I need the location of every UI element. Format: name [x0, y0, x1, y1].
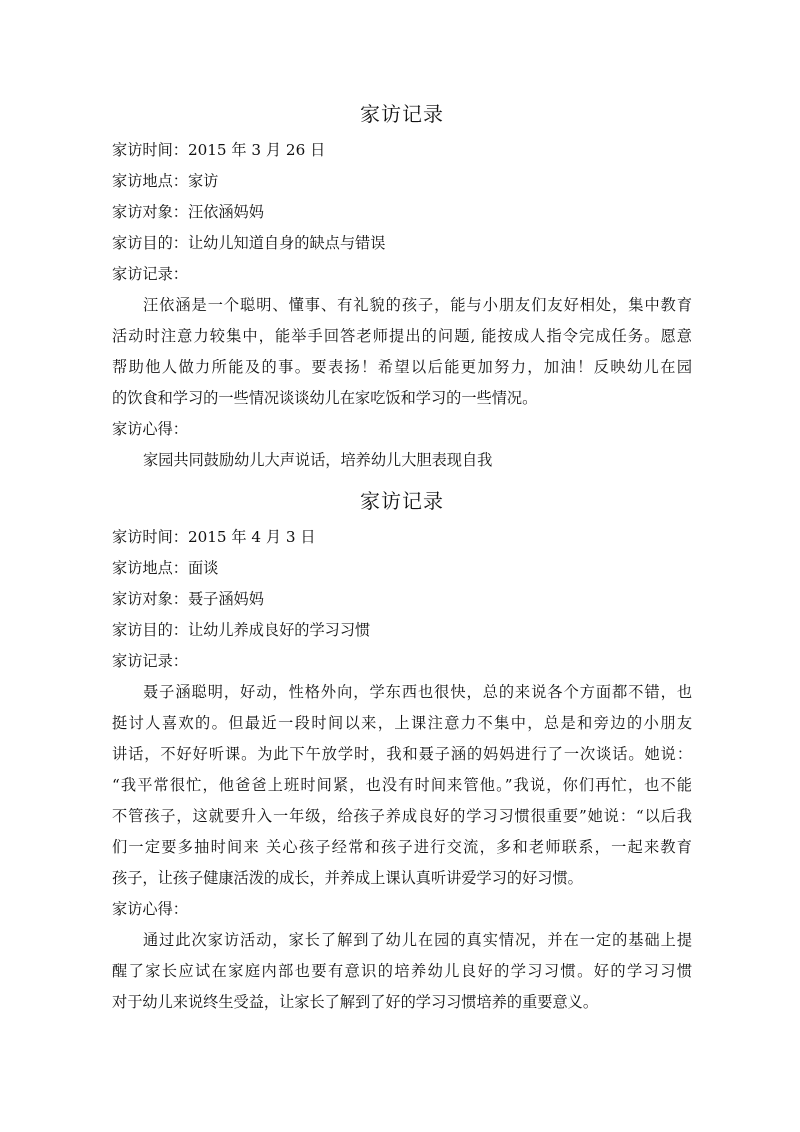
place-label: 家访地点：	[112, 172, 188, 190]
target-label: 家访对象：	[112, 590, 188, 608]
record-2-record-line: 讲话，不好好听课。为此下午放学时，我和聂子涵的妈妈进行了一次谈话。她说：	[112, 745, 692, 763]
record-1-time	[112, 139, 692, 161]
record-2-title: 家访记录	[360, 489, 444, 513]
record-2-record-line: 聂子涵聪明，好动，性格外向，学东西也很快，总的来说各个方面都不错，也	[143, 683, 692, 701]
time-value: 2015 年 4 月 3 日	[187, 528, 316, 546]
purpose-label: 家访目的：	[112, 234, 188, 252]
record-2-record-line: “我平常很忙，他爸爸上班时间紧，也没有时间来管他。”我说，你们再忙，也不能	[112, 776, 692, 794]
record-2-record-line: 们一定要多抽时间来 关心孩子经常和孩子进行交流，多和老师联系，一起来教育	[112, 838, 692, 856]
record-1-record-line: 活动时注意力较集中，能举手回答老师提出的问题, 能按成人指令完成任务。愿意	[112, 327, 692, 345]
place-label: 家访地点：	[112, 559, 188, 577]
record-1-place	[112, 170, 692, 192]
purpose-value: 让幼儿知道自身的缺点与错误	[187, 234, 386, 252]
record-2-record-line: 不管孩子，这就要升入一年级，给孩子养成良好的学习习惯很重要”她说：“以后我	[112, 807, 692, 825]
record-1-purpose	[112, 232, 692, 254]
record-1-reflection-line: 家园共同鼓励幼儿大声说话，培养幼儿大胆表现自我	[143, 451, 493, 469]
record-2-reflection-line: 通过此次家访活动，家长了解到了幼儿在园的真实情况，并在一定的基础上提	[143, 931, 692, 949]
time-label: 家访时间：	[112, 141, 188, 159]
record-2-reflection-line: 对于幼儿来说终生受益，让家长了解到了好的学习习惯培养的重要意义。	[112, 993, 598, 1011]
record-1-record-line: 帮助他人做力所能及的事。要表扬！希望以后能更加努力，加油！反映幼儿在园	[112, 358, 692, 376]
record-2-record-line: 孩子，让孩子健康活泼的成长，并养成上课认真听讲爱学习的好习惯。	[112, 869, 583, 887]
record-2-record-line: 挺讨人喜欢的。但最近一段时间以来，上课注意力不集中，总是和旁边的小朋友	[112, 714, 692, 732]
record-2-time	[112, 526, 692, 548]
target-label: 家访对象：	[112, 203, 188, 221]
target-value: 聂子涵妈妈	[187, 590, 264, 608]
target-value: 汪依涵妈妈	[187, 203, 264, 221]
purpose-label: 家访目的：	[112, 621, 188, 639]
record-1-record-line: 汪依涵是一个聪明、懂事、有礼貌的孩子，能与小朋友们友好相处，集中教育	[143, 296, 692, 314]
record-2-record-label: 家访记录：	[112, 652, 188, 670]
record-1-title: 家访记录	[360, 102, 444, 126]
place-value: 家访	[187, 172, 219, 190]
place-value: 面谈	[187, 559, 219, 577]
record-2-reflection-label: 家访心得：	[112, 900, 188, 918]
record-2-place	[112, 557, 692, 579]
time-label: 家访时间：	[112, 528, 188, 546]
record-2-target	[112, 588, 692, 610]
record-1-record-label: 家访记录：	[112, 265, 188, 283]
record-1-record-line: 的饮食和学习的一些情况谈谈幼儿在家吃饭和学习的一些情况。	[112, 389, 538, 407]
time-value: 2015 年 3 月 26 日	[187, 141, 326, 159]
record-1-reflection-label: 家访心得：	[112, 420, 188, 438]
record-2-purpose	[112, 619, 692, 641]
record-1-target	[112, 201, 692, 223]
record-2-reflection-line: 醒了家长应试在家庭内部也要有意识的培养幼儿良好的学习习惯。好的学习习惯	[112, 962, 692, 980]
purpose-value: 让幼儿养成良好的学习习惯	[187, 621, 371, 639]
